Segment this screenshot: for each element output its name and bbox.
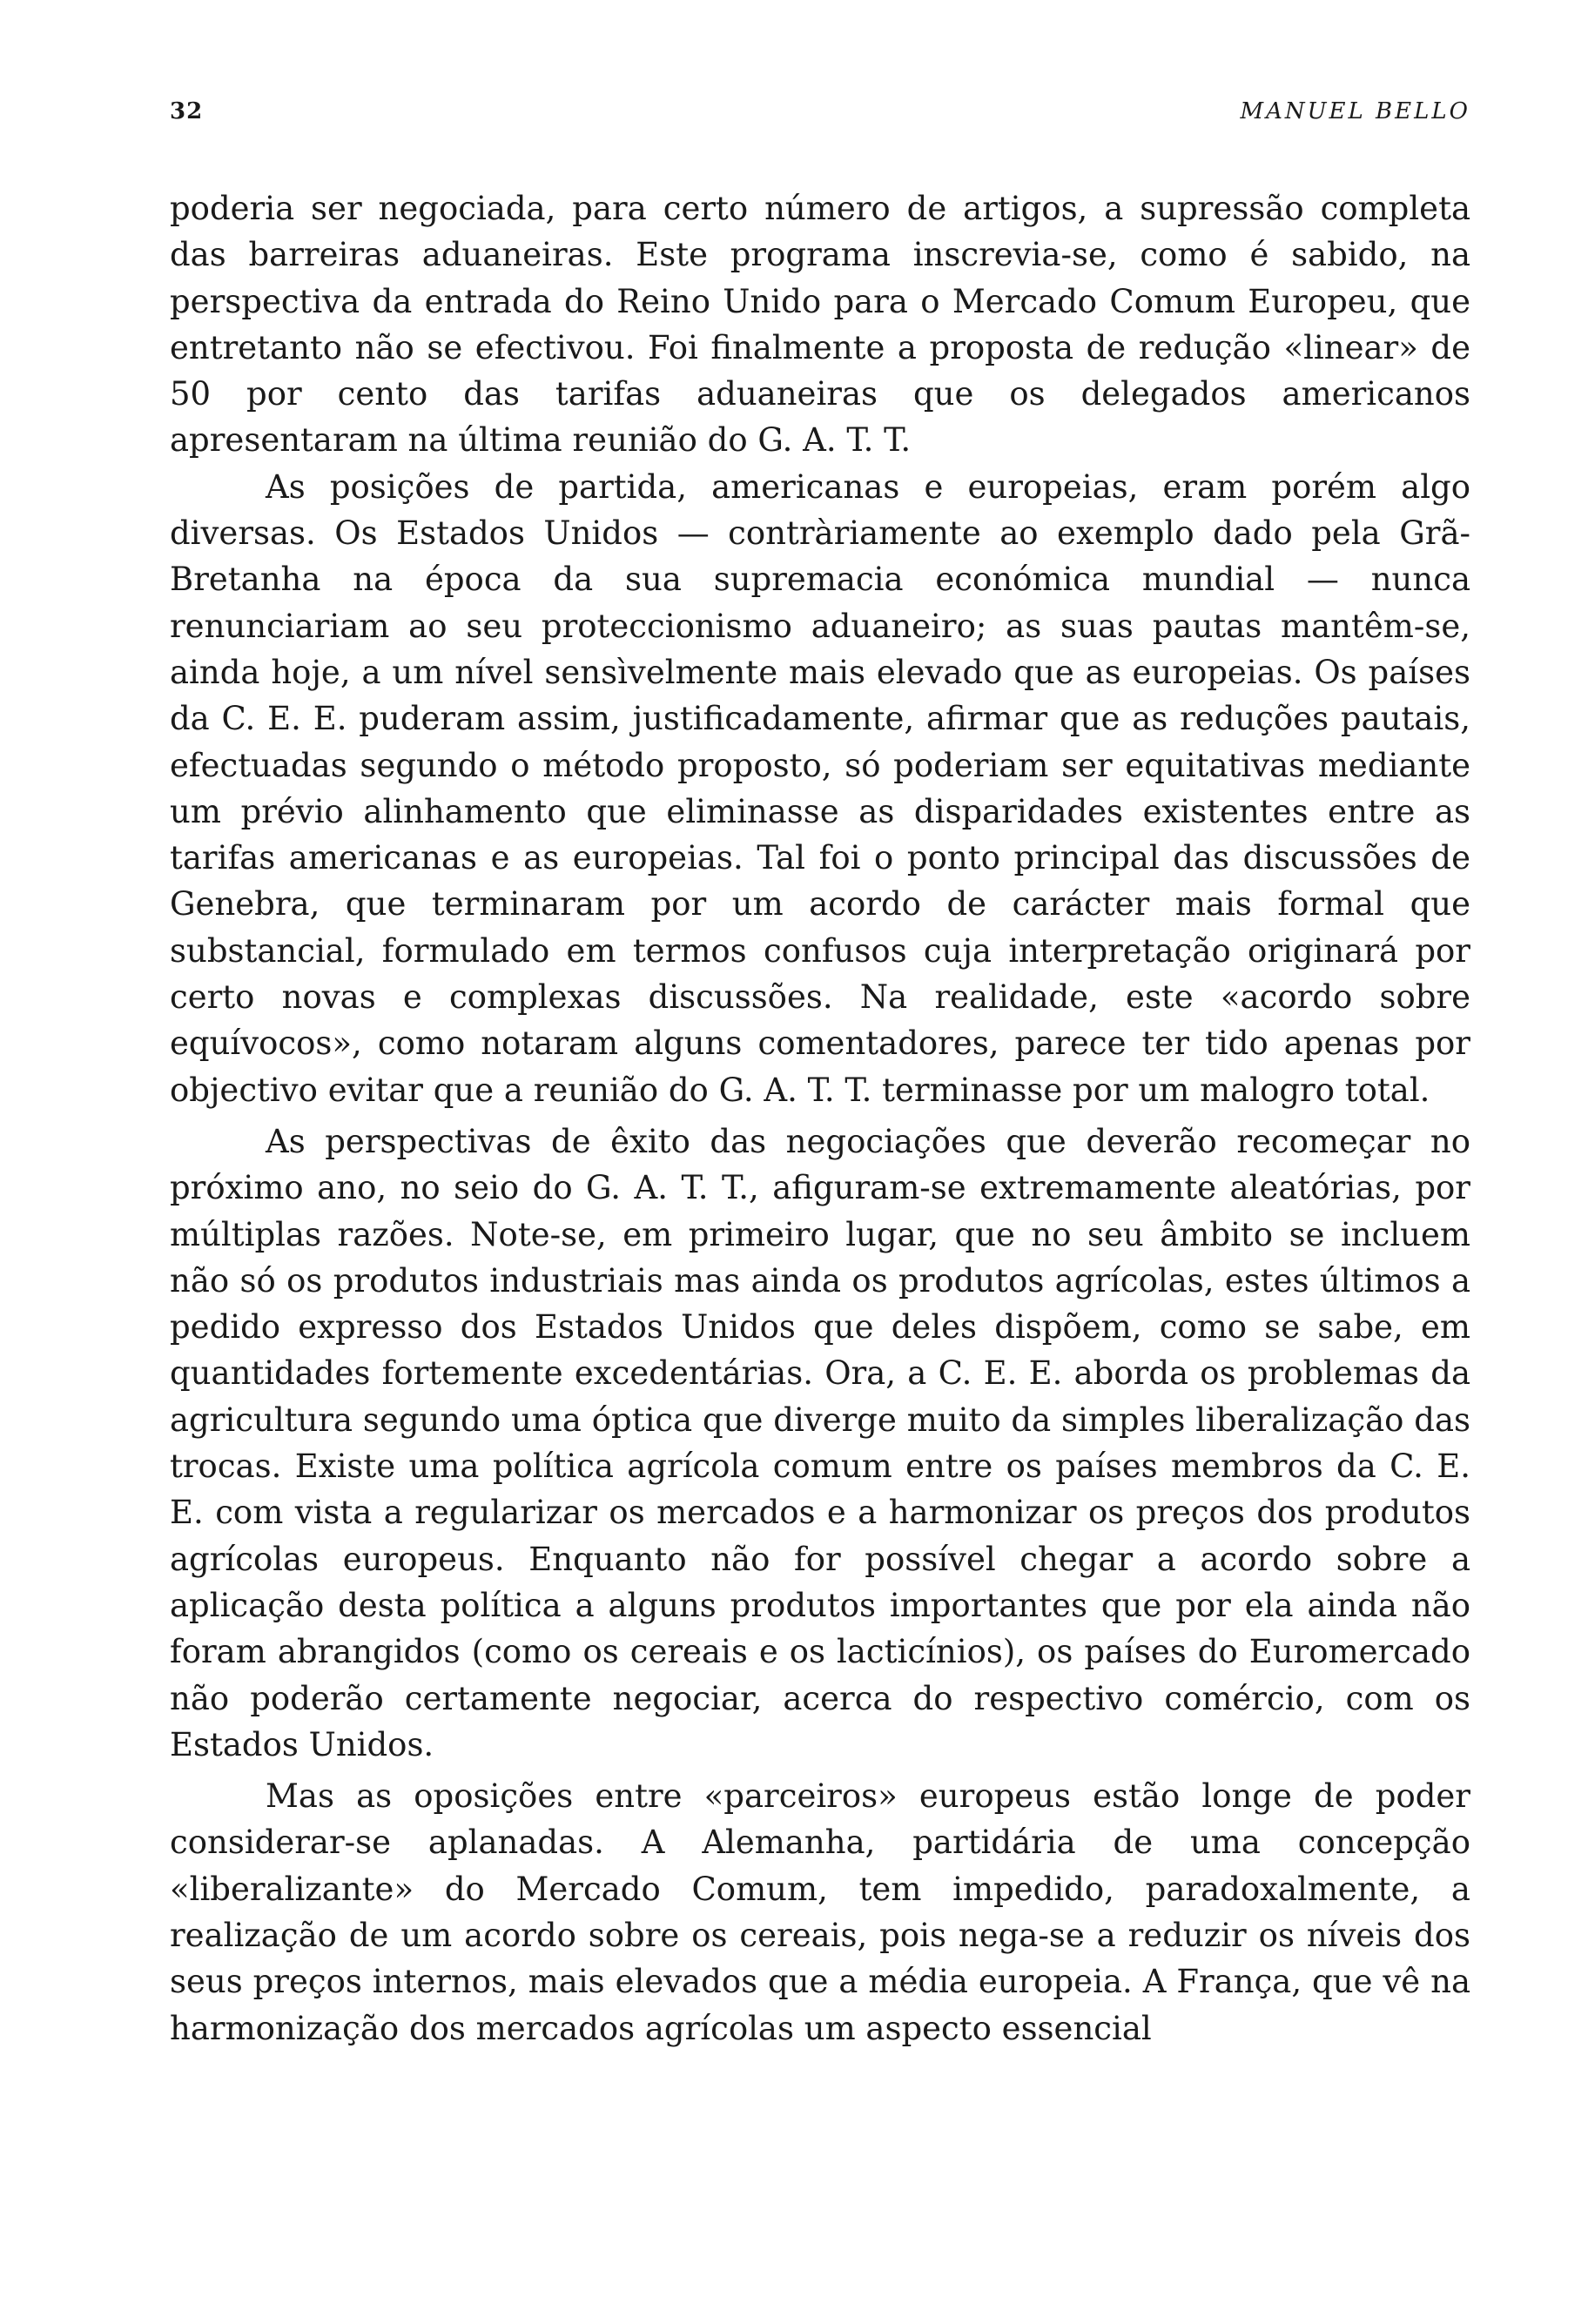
body-text xyxy=(170,185,1470,2052)
paragraph-prospects: As perspectivas de êxito das negociações que deverão recomeçar no próximo ano, no seio do G. A. T. T., afiguram-se extremamente aleatórias, por múltiplas razões. Note-se, em primeiro lugar, que no seu âmbito se incluem não só os produtos industriais mas ainda os produtos agrícolas, estes últimos a pedido expresso dos Estados Unidos que deles dispõem, como se sabe, em quantidades fortemente excedentárias. Ora, a C. E. E. aborda os problemas da agricultura segundo uma óptica que diverge muito da simples liberalização das trocas. Existe uma política agrícola comum entre os países membros da C. E. E. com vista a regularizar os mercados e a harmonizar os preços dos produtos agrícolas europeus. Enquanto não for possível chegar a acordo sobre a aplicação desta política a alguns produtos importantes que por ela ainda não foram abrangidos (como os cereais e os lacticínios), os países do Euromercado não poderão certamente negociar, acerca do respectivo comércio, com os Estados Unidos. xyxy=(170,1122,1470,1763)
page-number: 32 xyxy=(170,98,204,124)
running-title: MANUEL BELLO xyxy=(1240,98,1470,124)
paragraph-oppositions: Mas as oposições entre «parceiros» europeus estão longe de poder considerar-se aplanadas. A Alemanha, partidária de uma concepção «liberalizante» do Mercado Comum, tem impedido, paradoxalmente, a realização de um acordo sobre os cereais, pois nega-se a reduzir os níveis dos seus preços internos, mais elevados que a média europeia. A França, que vê na harmonização dos mercados agrícolas um aspecto essencial xyxy=(170,1777,1470,2047)
running-head xyxy=(170,94,1470,129)
paragraph-starting-positions: As posições de partida, americanas e europeias, eram porém algo diversas. Os Estados Unidos — contràriamente ao exemplo dado pela Grã-Bretanha na época da sua supremacia económica mundial — nunca renunciariam ao seu proteccionismo aduaneiro; as suas pautas mantêm-se, ainda hoje, a um nível sensìvelmente mais elevado que as europeias. Os países da C. E. E. puderam assim, justificadamente, afirmar que as reduções pautais, efectuadas segundo o método proposto, só poderiam ser equitativas mediante um prévio alinhamento que eliminasse as disparidades existentes entre as tarifas americanas e as europeias. Tal foi o ponto principal das discussões de Genebra, que terminaram por um acordo de carácter mais formal que substancial, formulado em termos confusos cuja interpretação originará por certo novas e complexas discussões. Na realidade, este «acordo sobre equívocos», como notaram alguns comentadores, parece ter tido apenas por objectivo evitar que a reunião do G. A. T. T. terminasse por um malogro total. xyxy=(170,467,1470,1109)
paragraph-continuation: poderia ser negociada, para certo número de artigos, a supressão completa das barreiras aduaneiras. Este programa inscrevia-se, como é sabido, na perspectiva da entrada do Reino Unido para o Mercado Comum Europeu, que entretanto não se efectivou. Foi finalmente a proposta de redução «linear» de 50 por cento das tarifas aduaneiras que os delegados americanos apresentaram na última reunião do G. A. T. T. xyxy=(170,190,1470,460)
